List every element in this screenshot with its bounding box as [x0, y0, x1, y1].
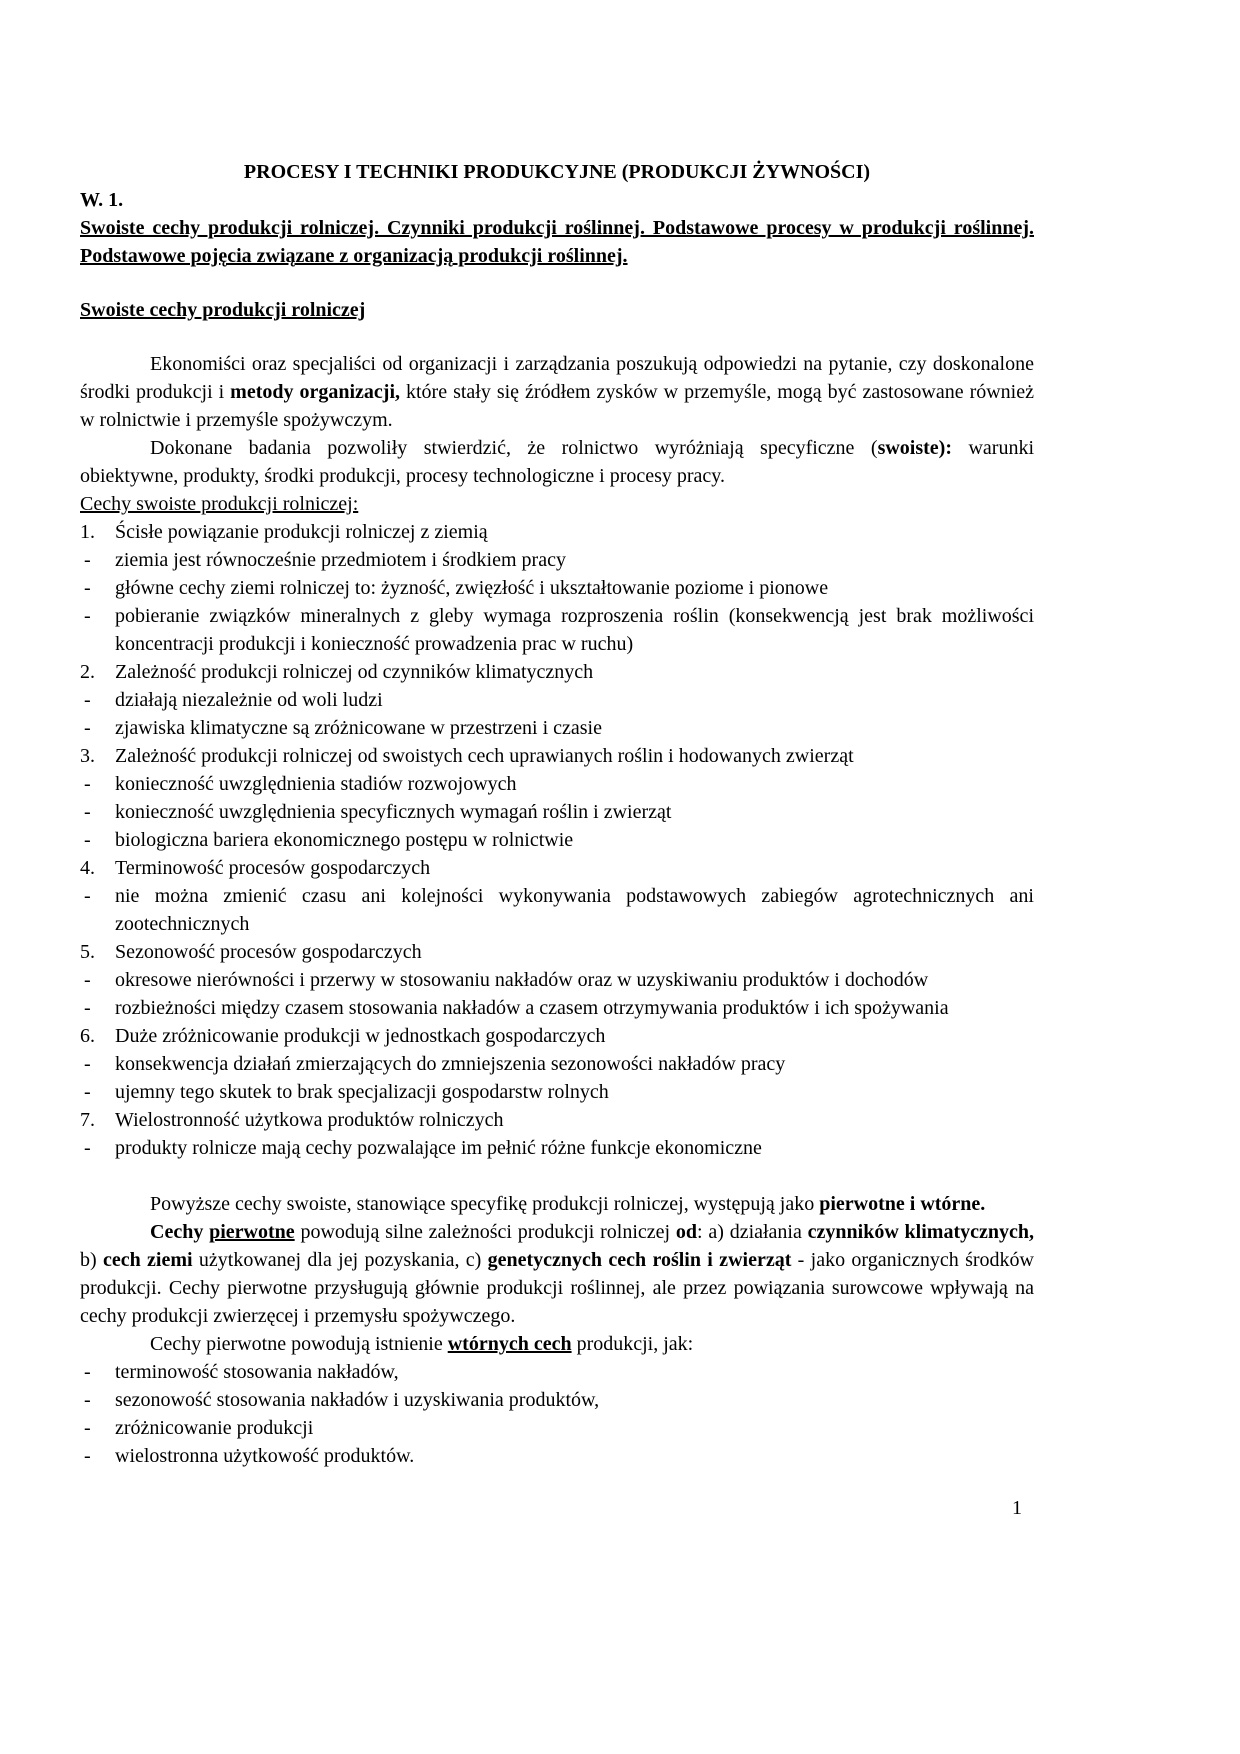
numbered-list-item — [80, 742, 1034, 770]
blank-line — [80, 1162, 1034, 1190]
numbered-list-item — [80, 1106, 1034, 1134]
numbered-list-item — [80, 658, 1034, 686]
dash-list-item — [80, 1078, 1034, 1106]
dash-list-item — [80, 1050, 1034, 1078]
text-run: terminowość stosowania nakładów, — [115, 1361, 399, 1383]
list-dash: - — [84, 1445, 91, 1467]
text-run: Cechy swoiste produkcji rolniczej: — [80, 493, 359, 515]
text-run: wtórnych cech — [447, 1333, 572, 1355]
numbered-list-item — [80, 854, 1034, 882]
text-run: : a) działania — [697, 1221, 808, 1243]
text-run: Duże zróżnicowanie produkcji w jednostkach gospodarczych — [115, 1025, 606, 1047]
list-number: 7. — [80, 1109, 95, 1131]
list-dash: - — [84, 605, 91, 627]
dash-list-item — [80, 1134, 1034, 1162]
paragraph — [80, 1330, 1034, 1358]
text-run: pierwotne i wtórne. — [819, 1193, 986, 1215]
text-run: Wielostronność użytkowa produktów rolniczych — [115, 1109, 504, 1131]
text-run: od — [675, 1221, 698, 1243]
paragraph — [80, 434, 1034, 490]
text-run: cech ziemi — [102, 1249, 193, 1271]
text-run: produkcji, jak: — [571, 1333, 694, 1355]
dash-list-item — [80, 602, 1034, 658]
text-run: Dokonane badania pozwoliły stwierdzić, że rolnictwo wyróżniają specyficzne ( — [150, 437, 878, 459]
main-heading: Swoiste cechy produkcji rolniczej. Czynniki produkcji roślinnej. Podstawowe procesy w produkcji roślinnej. Podstawowe pojęcia związane z organizacją produkcji roślinnej. — [80, 217, 1034, 267]
list-dash: - — [84, 801, 91, 823]
dash-list-item — [80, 714, 1034, 742]
dash-list-item — [80, 546, 1034, 574]
section-heading: Swoiste cechy produkcji rolniczej — [80, 299, 366, 321]
text-run: zróżnicowanie produkcji — [115, 1417, 314, 1439]
numbered-list-item — [80, 938, 1034, 966]
lecture-label: W. 1. — [80, 189, 124, 211]
text-run: Zależność produkcji rolniczej od swoistych cech uprawianych roślin i hodowanych zwierząt — [115, 745, 854, 767]
text-run: czynników klimatycznych, — [807, 1221, 1034, 1243]
text-run: pierwotne — [209, 1221, 295, 1243]
dash-list-item — [80, 1386, 1034, 1414]
text-run: Cechy — [150, 1221, 210, 1243]
document-title: PROCESY I TECHNIKI PRODUKCYJNE (PRODUKCJI ŻYWNOŚCI) — [243, 161, 871, 183]
numbered-list-item — [80, 1022, 1034, 1050]
paragraph — [80, 1190, 1034, 1218]
text-run: b) — [80, 1249, 103, 1271]
text-run: konsekwencja działań zmierzających do zmniejszenia sezonowości nakładów pracy — [115, 1053, 786, 1075]
dash-list-item — [80, 1442, 1034, 1470]
list-dash: - — [84, 1361, 91, 1383]
numbered-list-item — [80, 518, 1034, 546]
list-dash: - — [84, 829, 91, 851]
text-run: ziemia jest równocześnie przedmiotem i środkiem pracy — [115, 549, 566, 571]
text-run: - jako organicznych środków produkcji. Cechy pierwotne przysługują głównie produkcji roślinnej, ale przez powiązania surowcowe wpływają na cechy produkcji zwierzęcej i przemysłu spożywczego. — [80, 1249, 1034, 1327]
list-dash: - — [84, 885, 91, 907]
dash-list-item — [80, 770, 1034, 798]
text-run: ujemny tego skutek to brak specjalizacji gospodarstw rolnych — [115, 1081, 609, 1103]
list-number: 5. — [80, 941, 95, 963]
list-number: 1. — [80, 521, 95, 543]
text-run: zjawiska klimatyczne są zróżnicowane w przestrzeni i czasie — [115, 717, 602, 739]
paragraph — [80, 490, 1034, 518]
text-run: działają niezależnie od woli ludzi — [115, 689, 383, 711]
dash-list-item — [80, 826, 1034, 854]
text-run: Ścisłe powiązanie produkcji rolniczej z ziemią — [115, 521, 488, 543]
text-run: genetycznych cech roślin i zwierząt — [487, 1249, 792, 1271]
text-run: które stały się źródłem zysków w przemyśle, mogą być zastosowane również w rolnictwie i przemyśle spożywczym. — [80, 381, 1034, 431]
text-run: konieczność uwzględnienia stadiów rozwojowych — [115, 773, 517, 795]
list-number: 4. — [80, 857, 95, 879]
text-run: rozbieżności między czasem stosowania nakładów a czasem otrzymywania produktów i ich spożywania — [115, 997, 949, 1019]
list-dash: - — [84, 969, 91, 991]
text-run: Sezonowość procesów gospodarczych — [115, 941, 422, 963]
list-dash: - — [84, 1081, 91, 1103]
text-run: Powyższe cechy swoiste, stanowiące specyfikę produkcji rolniczej, występują jako — [150, 1193, 820, 1215]
dash-list-item — [80, 882, 1034, 938]
text-run: metody organizacji, — [230, 381, 401, 403]
list-dash: - — [84, 1417, 91, 1439]
text-run: Ekonomiści oraz specjaliści od organizacji i zarządzania poszukują odpowiedzi na pytanie, czy doskonalone środki produkcji i — [80, 353, 1034, 403]
page-number: 1 — [1012, 1497, 1022, 1519]
dash-list-item — [80, 798, 1034, 826]
list-dash: - — [84, 773, 91, 795]
paragraph — [80, 350, 1034, 434]
text-run: użytkowanej dla jej pozyskania, c) — [192, 1249, 488, 1271]
list-number: 2. — [80, 661, 95, 683]
list-dash: - — [84, 717, 91, 739]
list-dash: - — [84, 1137, 91, 1159]
dash-list-item — [80, 686, 1034, 714]
text-run: biologiczna bariera ekonomicznego postępu w rolnictwie — [115, 829, 574, 851]
list-dash: - — [84, 997, 91, 1019]
text-run: swoiste): — [877, 437, 952, 459]
text-run: Zależność produkcji rolniczej od czynników klimatycznych — [115, 661, 594, 683]
document-body — [80, 350, 1034, 1470]
text-run: Terminowość procesów gospodarczych — [115, 857, 431, 879]
text-run: okresowe nierówności i przerwy w stosowaniu nakładów oraz w uzyskiwaniu produktów i dochodów — [115, 969, 929, 991]
paragraph — [80, 1218, 1034, 1330]
dash-list-item — [80, 1414, 1034, 1442]
text-run: konieczność uwzględnienia specyficznych wymagań roślin i zwierząt — [115, 801, 672, 823]
text-run: nie można zmienić czasu ani kolejności wykonywania podstawowych zabiegów agrotechnicznych ani zootechnicznych — [115, 885, 1034, 935]
text-run: warunki obiektywne, produkty, środki produkcji, procesy technologiczne i procesy pracy. — [80, 437, 1034, 487]
text-run: produkty rolnicze mają cechy pozwalające im pełnić różne funkcje ekonomiczne — [115, 1137, 762, 1159]
text-run: sezonowość stosowania nakładów i uzyskiwania produktów, — [115, 1389, 600, 1411]
dash-list-item — [80, 994, 1034, 1022]
list-dash: - — [84, 1389, 91, 1411]
text-run: wielostronna użytkowość produktów. — [115, 1445, 415, 1467]
text-run: pobieranie związków mineralnych z gleby wymaga rozproszenia roślin (konsekwencją jest brak możliwości koncentracji produkcji i konieczność prowadzenia prac w ruchu) — [115, 605, 1034, 655]
list-dash: - — [84, 549, 91, 571]
list-number: 6. — [80, 1025, 95, 1047]
list-dash: - — [84, 1053, 91, 1075]
dash-list-item — [80, 1358, 1034, 1386]
text-run: główne cechy ziemi rolniczej to: żyzność, zwięzłość i ukształtowanie poziome i pionowe — [115, 577, 829, 599]
list-dash: - — [84, 689, 91, 711]
dash-list-item — [80, 966, 1034, 994]
list-dash: - — [84, 577, 91, 599]
dash-list-item — [80, 574, 1034, 602]
text-run: Cechy pierwotne powodują istnienie — [150, 1333, 448, 1355]
list-number: 3. — [80, 745, 95, 767]
text-run: powodują silne zależności produkcji rolniczej — [294, 1221, 676, 1243]
